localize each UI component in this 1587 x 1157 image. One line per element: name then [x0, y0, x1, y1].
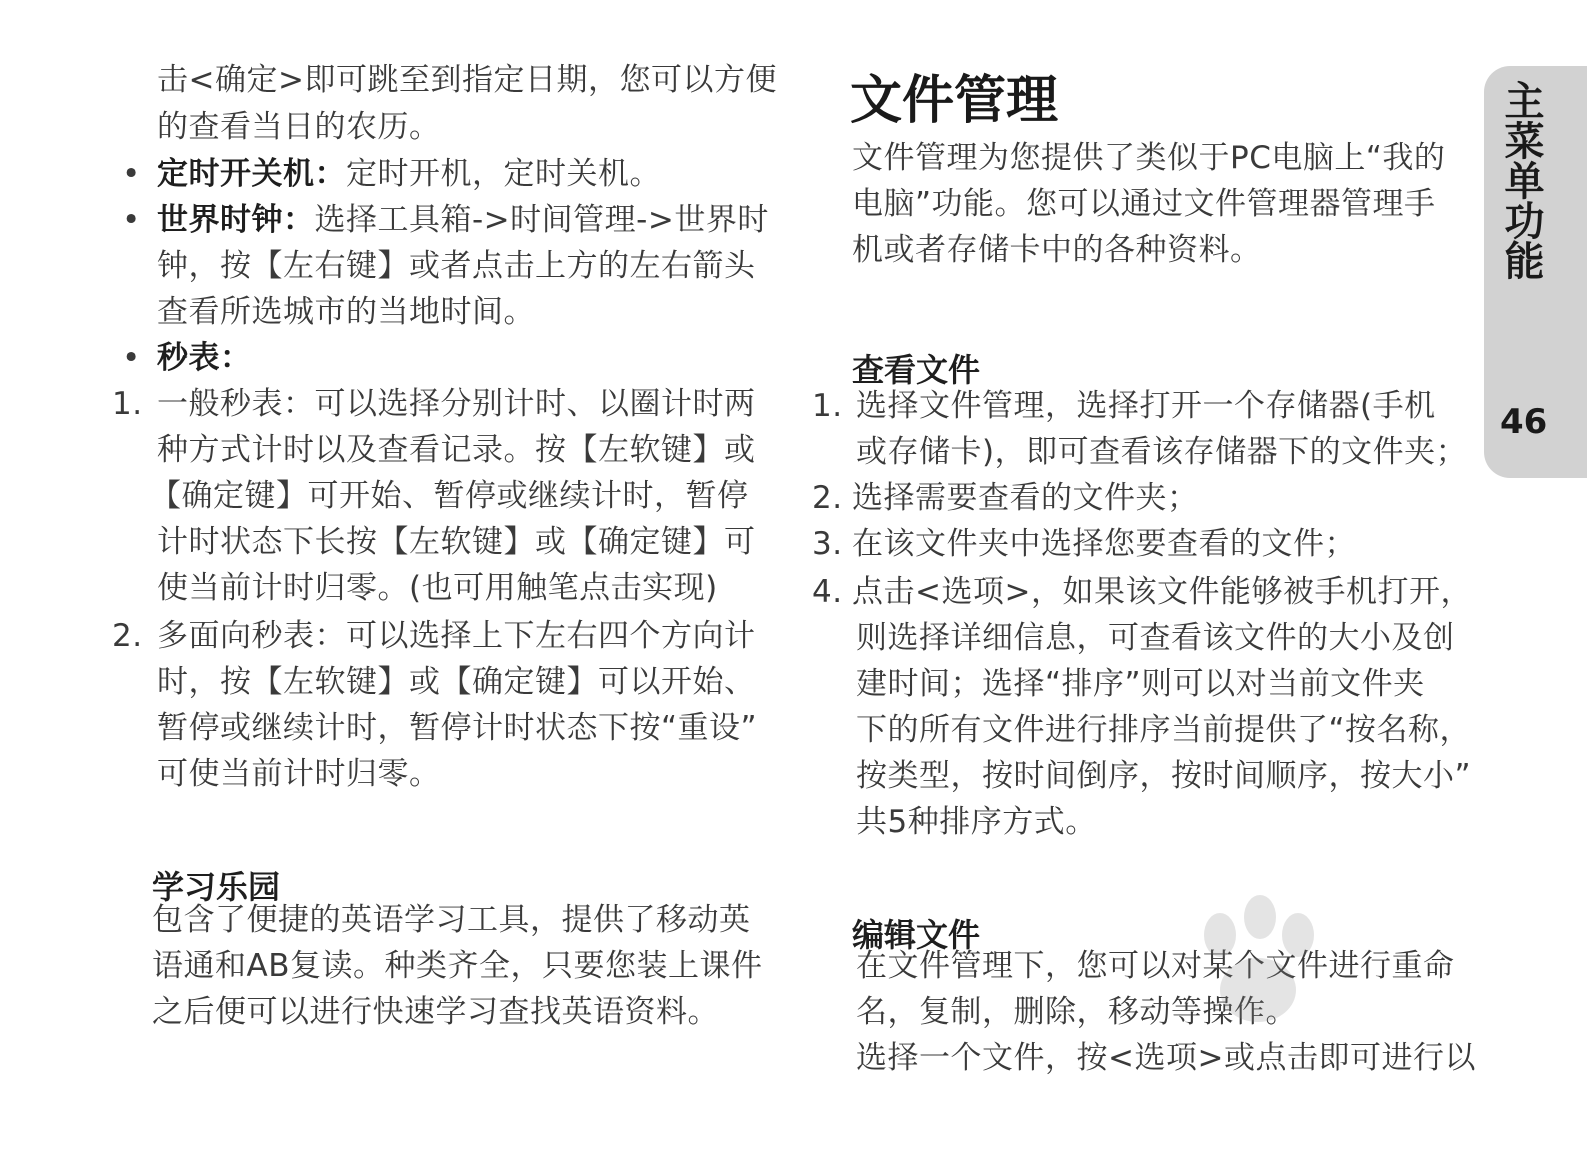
- body-text-line: 计时状态下长按【左软键】或【确定键】可: [157, 524, 756, 560]
- body-text-line: 【确定键】可开始、暂停或继续计时，暂停: [150, 478, 749, 514]
- body-text-line: 击<确定>即可跳至到指定日期，您可以方便: [157, 62, 777, 98]
- body-text-line: 在该文件夹中选择您要查看的文件；: [852, 526, 1356, 562]
- body-text-line: 下的所有文件进行排序当前提供了“按名称，: [856, 712, 1472, 748]
- body-text-line: 之后便可以进行快速学习查找英语资料。: [152, 994, 719, 1030]
- body-text-line: 选择需要查看的文件夹；: [852, 480, 1199, 516]
- body-text-line: 电脑”功能。您可以通过文件管理器管理手: [852, 186, 1436, 222]
- body-text-line: 钟，按【左右键】或者点击上方的左右箭头: [157, 248, 756, 284]
- bullet-dot-icon: •: [122, 340, 141, 376]
- body-text-line: 语通和AB复读。种类齐全，只要您装上课件: [152, 948, 763, 984]
- body-text-line: 可使当前计时归零。: [157, 756, 441, 792]
- body-text-line: 时，按【左软键】或【确定键】可以开始、: [157, 664, 756, 700]
- body-text-line: 文件管理为您提供了类似于PC电脑上“我的: [852, 140, 1446, 176]
- page-title: 文件管理: [850, 71, 1059, 131]
- body-text-line: 的查看当日的农历。: [157, 109, 441, 145]
- bullet-label: 世界时钟：: [157, 202, 315, 238]
- bullet-text: 定时开机，定时关机。: [346, 156, 661, 192]
- bullet-dot-icon: •: [122, 202, 141, 238]
- page-number: 46: [1500, 402, 1548, 442]
- bullet-worldclock: [157, 200, 769, 240]
- bullet-label: 定时开关机：: [157, 156, 346, 192]
- bullet-dot-icon: •: [122, 156, 141, 192]
- body-text-line: 使当前计时归零。(也可用触笔点击实现): [157, 570, 718, 606]
- section-heading-learning: 学习乐园: [152, 868, 281, 906]
- bullet-stopwatch-label: 秒表：: [157, 340, 252, 376]
- body-text-line: 或存储卡)，即可查看该存储器下的文件夹；: [856, 434, 1468, 470]
- body-text-line: 包含了便捷的英语学习工具，提供了移动英: [152, 902, 751, 938]
- body-text-line: 在文件管理下，您可以对某个文件进行重命: [856, 948, 1455, 984]
- list-number: 1.: [812, 388, 843, 424]
- body-text-line: 暂停或继续计时，暂停计时状态下按“重设”: [157, 710, 758, 746]
- body-text-line: 则选择详细信息，可查看该文件的大小及创: [856, 620, 1455, 656]
- list-number: 4.: [812, 574, 843, 610]
- list-number: 3.: [812, 526, 843, 562]
- body-text-line: 一般秒表：可以选择分别计时、以圈计时两: [157, 386, 756, 422]
- list-number: 1.: [112, 386, 143, 422]
- bullet-text: 选择工具箱->时间管理->世界时: [314, 202, 769, 238]
- body-text-line: 点击<选项>，如果该文件能够被手机打开，: [852, 574, 1472, 610]
- body-text-line: 选择一个文件，按<选项>或点击即可进行以: [856, 1040, 1476, 1076]
- bullet-timer: [157, 154, 661, 194]
- body-text-line: 种方式计时以及查看记录。按【左软键】或: [157, 432, 756, 468]
- body-text-line: 多面向秒表：可以选择上下左右四个方向计: [157, 618, 756, 654]
- body-text-line: 建时间；选择“排序”则可以对当前文件夹: [856, 666, 1425, 702]
- body-text-line: 共5种排序方式。: [856, 804, 1097, 840]
- body-text-line: 机或者存储卡中的各种资料。: [852, 232, 1262, 268]
- body-text-line: 名，复制，删除，移动等操作。: [856, 994, 1297, 1030]
- list-number: 2.: [812, 480, 843, 516]
- watermark-logo-icon: [1180, 895, 1480, 1045]
- body-text-line: 按类型，按时间倒序，按时间顺序，按大小”: [856, 758, 1472, 794]
- list-number: 2.: [112, 618, 143, 654]
- section-heading-view: 查看文件: [852, 351, 981, 389]
- chapter-tab-label: 主菜单功能: [1498, 80, 1544, 280]
- section-heading-edit: 编辑文件: [852, 916, 981, 954]
- body-text-line: 选择文件管理，选择打开一个存储器(手机: [856, 388, 1436, 424]
- body-text-line: 查看所选城市的当地时间。: [157, 294, 535, 330]
